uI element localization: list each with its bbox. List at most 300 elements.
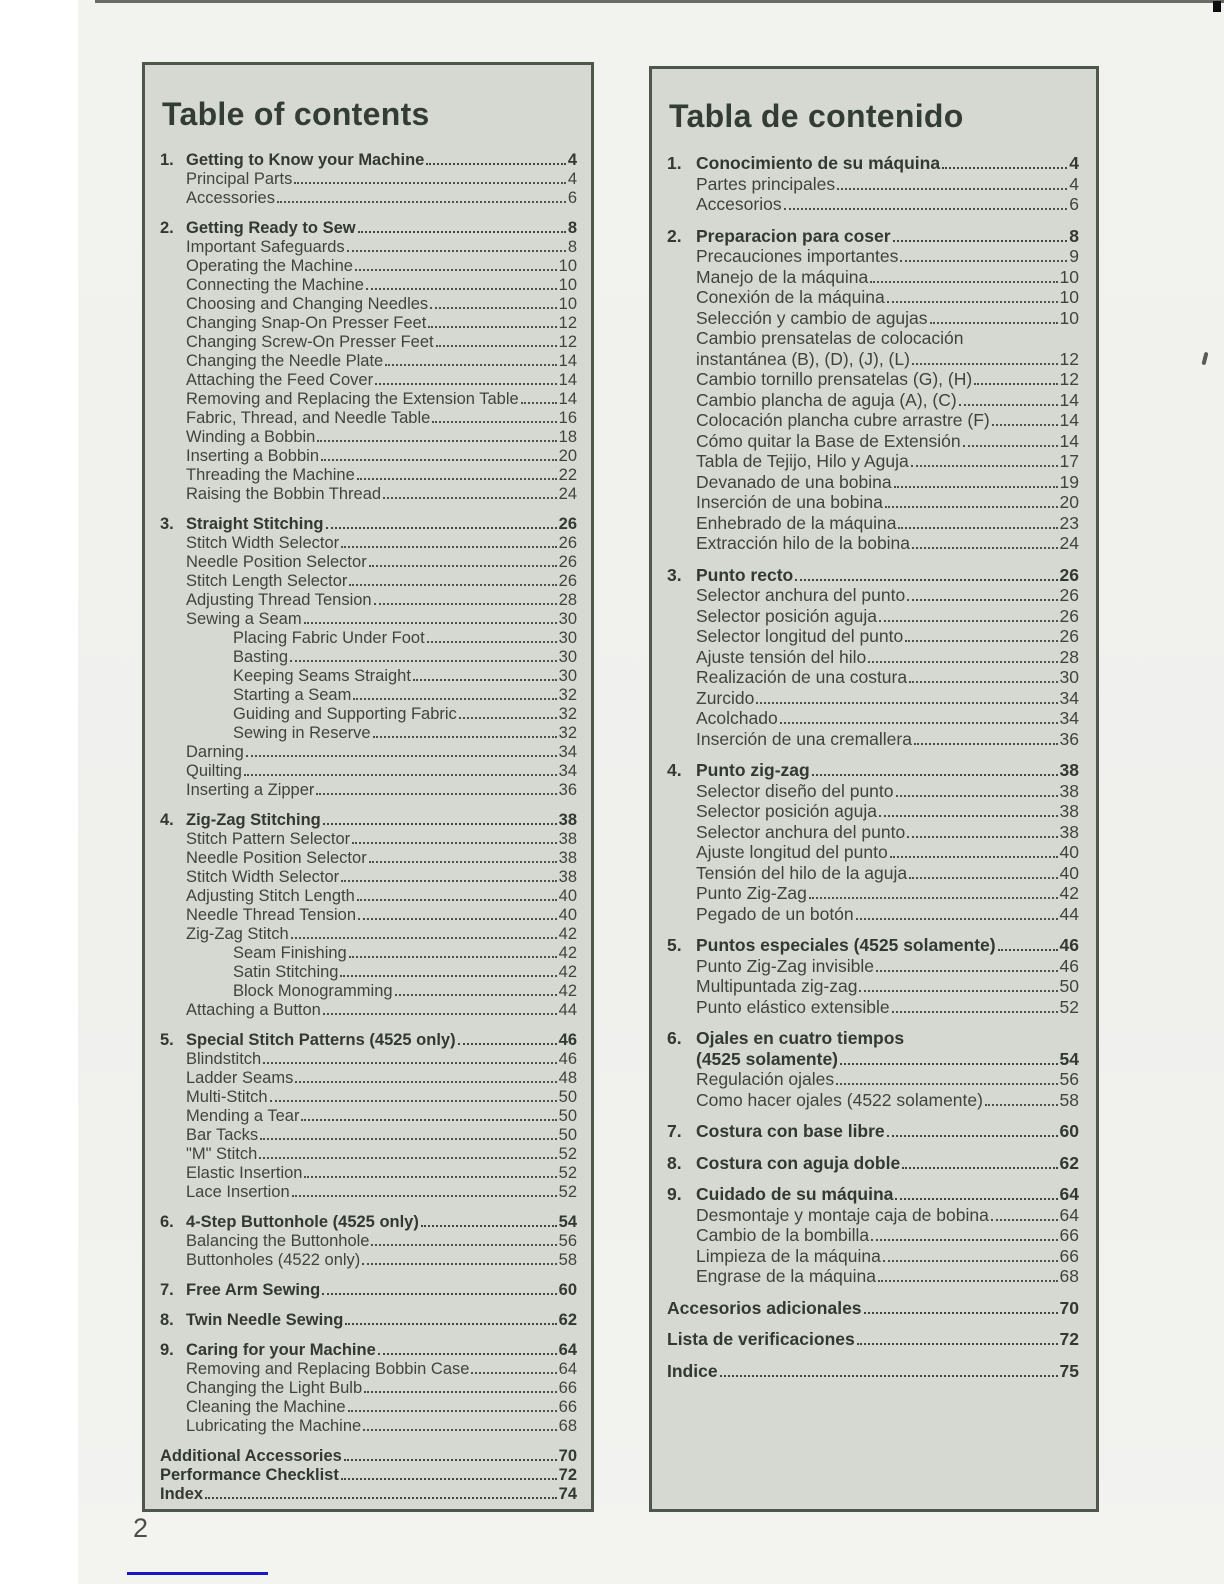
dot-leader <box>263 1062 556 1064</box>
entry-label: Inserción de una cremallera <box>696 728 912 749</box>
entry-label: Balancing the Buttonhole <box>186 1232 370 1250</box>
toc-entry-row <box>667 883 1079 904</box>
toc-entry-row <box>667 226 1079 247</box>
entry-page: 30 <box>558 610 577 628</box>
toc-entry-row <box>160 781 577 800</box>
entry-label: Tensión del hilo de la aguja <box>696 862 908 883</box>
toc-entry-row <box>667 431 1079 452</box>
dot-leader <box>459 717 557 719</box>
entry-page: 26 <box>1059 626 1079 646</box>
toc-entry-row <box>160 371 577 390</box>
dot-leader <box>909 877 1057 879</box>
entry-page: 10 <box>1059 287 1079 307</box>
toc-entry-row <box>667 1361 1079 1382</box>
entry-label: Selección y cambio de agujas <box>696 307 928 328</box>
entry-label: Cómo quitar la Base de Extensión <box>696 430 961 451</box>
entry-number: 1. <box>160 151 174 169</box>
toc-entry-row <box>160 743 577 762</box>
entry-label: Lubricating the Machine <box>186 1417 362 1435</box>
entry-page: 62 <box>1059 1152 1079 1173</box>
dot-leader <box>780 722 1058 724</box>
dot-leader <box>321 459 557 461</box>
dot-leader <box>859 990 1057 992</box>
toc-entry-row <box>667 1153 1079 1174</box>
entry-page: 72 <box>558 1466 577 1484</box>
dot-leader <box>304 1176 556 1178</box>
toc-entry-row <box>160 1281 577 1300</box>
entry-page: 8 <box>567 219 577 237</box>
entry-page: 14 <box>1059 430 1079 451</box>
entry-label: Operating the Machine <box>186 257 353 275</box>
entry-label: Placing Fabric Under Foot <box>233 629 425 647</box>
entry-page: 6 <box>1069 194 1079 214</box>
toc-entry-row <box>160 352 577 371</box>
dot-leader <box>898 527 1057 529</box>
entry-label: Adjusting Stitch Length <box>186 887 355 905</box>
entry-page: 38 <box>558 811 577 829</box>
dot-leader <box>316 793 556 795</box>
toc-spanish-title: Tabla de contenido <box>669 98 964 134</box>
entry-label: Getting Ready to Sew <box>186 219 356 237</box>
entry-label: Quilting <box>186 762 242 780</box>
entry-label: Bar Tacks <box>186 1126 259 1144</box>
toc-entry-row <box>667 565 1079 586</box>
dot-leader <box>428 326 556 328</box>
toc-entry-row <box>667 410 1079 431</box>
entry-label: Preparacion para coser <box>696 225 891 246</box>
entry-page: 16 <box>558 409 577 427</box>
toc-entry-row <box>667 760 1079 781</box>
entry-page: 14 <box>1059 389 1079 410</box>
toc-entry-row <box>160 906 577 925</box>
scan-speck-top-right <box>1213 1 1221 12</box>
toc-entry-row <box>160 295 577 314</box>
toc-entry-row <box>160 982 577 1001</box>
toc-entry-row <box>160 648 577 667</box>
entry-page: 32 <box>558 724 577 742</box>
toc-entry-row <box>160 1398 577 1417</box>
entry-label: Extracción hilo de la bobina <box>696 533 911 553</box>
entry-label: Sewing a Seam <box>186 610 302 628</box>
dot-leader <box>857 1343 1058 1345</box>
entry-label: Multipuntada zig-zag <box>696 976 858 996</box>
dot-leader <box>344 1459 557 1461</box>
entry-label: Costura con aguja doble <box>696 1152 901 1173</box>
dot-leader <box>430 307 556 309</box>
dot-leader <box>270 1100 557 1102</box>
entry-number: 5. <box>667 935 682 955</box>
dot-leader <box>366 288 557 290</box>
toc-entry-row <box>160 1232 577 1251</box>
toc-entry-row <box>160 629 577 648</box>
entry-label: Attaching the Feed Cover <box>186 371 374 389</box>
entry-page: 52 <box>558 1164 577 1182</box>
entry-label: Twin Needle Sewing <box>186 1311 344 1329</box>
entry-page: 44 <box>1059 903 1079 924</box>
dot-leader <box>375 383 557 385</box>
entry-label: Caring for your Machine <box>186 1341 376 1359</box>
page-number: 2 <box>133 1513 149 1543</box>
entry-label: Connecting the Machine <box>186 276 364 294</box>
entry-page: 34 <box>1059 687 1079 708</box>
entry-page: 10 <box>558 295 577 313</box>
entry-label: Cambio plancha de aguja (A), (C) <box>696 389 957 410</box>
dot-leader <box>896 795 1058 797</box>
entry-page: 34 <box>558 743 577 761</box>
dot-leader <box>259 1157 556 1159</box>
entry-page: 28 <box>558 591 577 609</box>
toc-entry-row <box>160 447 577 466</box>
toc-entry-row <box>160 1183 577 1202</box>
entry-label: Attaching a Button <box>186 1001 321 1019</box>
toc-entry-row <box>667 308 1079 329</box>
toc-entry-row <box>160 1417 577 1436</box>
entry-label: Selector anchura del punto <box>696 821 906 842</box>
toc-entry-row <box>160 314 577 333</box>
entry-page: 14 <box>1059 410 1079 430</box>
entry-page: 68 <box>558 1417 577 1435</box>
entry-page: 58 <box>558 1251 577 1269</box>
entry-page: 34 <box>1059 708 1079 728</box>
entry-label: Colocación plancha cubre arrastre (F) <box>696 410 990 430</box>
entry-label: Tabla de Tejijo, Hilo y Aguja <box>696 451 909 471</box>
toc-entry-row <box>160 887 577 906</box>
dot-leader <box>369 565 557 567</box>
entry-page: 12 <box>558 314 577 332</box>
dot-leader <box>301 1119 556 1121</box>
entry-label: Changing Screw-On Presser Feet <box>186 333 434 351</box>
entry-page: 38 <box>1059 760 1079 780</box>
dot-leader <box>912 547 1058 549</box>
dot-leader <box>876 970 1058 972</box>
toc-entry-row <box>160 390 577 409</box>
toc-entry-row <box>667 822 1079 843</box>
toc-entry-row <box>667 667 1079 688</box>
dot-leader <box>912 363 1058 365</box>
dot-leader <box>322 1293 556 1295</box>
entry-label: Selector anchura del punto <box>696 585 906 605</box>
toc-entry-row <box>667 153 1079 174</box>
toc-entry-row <box>160 238 577 257</box>
toc-entry-row <box>160 686 577 705</box>
entry-label: Adjusting Thread Tension <box>186 591 372 609</box>
entry-page: 38 <box>558 849 577 867</box>
dot-leader <box>900 260 1067 262</box>
entry-number: 2. <box>160 219 174 237</box>
entry-page: 64 <box>558 1360 577 1378</box>
entry-label: Devanado de una bobina <box>696 471 892 492</box>
toc-entry-row <box>667 349 1079 370</box>
entry-label: Seam Finishing <box>233 944 347 962</box>
toc-entry-row <box>160 1145 577 1164</box>
entry-page: 20 <box>558 447 577 465</box>
toc-entry-row <box>667 1298 1079 1319</box>
entry-page: 60 <box>558 1281 577 1299</box>
toc-entry-row <box>160 705 577 724</box>
entry-page: 40 <box>1059 842 1079 862</box>
entry-label: Additional Accessories <box>160 1447 342 1465</box>
entry-label: Zurcido <box>696 687 755 708</box>
entry-page: 10 <box>558 276 577 294</box>
entry-number: 9. <box>667 1184 682 1204</box>
entry-page: 46 <box>558 1050 577 1068</box>
entry-label: Cambio tornillo prensatelas (G), (H) <box>696 369 973 389</box>
dot-leader <box>353 698 556 700</box>
dot-leader <box>352 842 556 844</box>
toc-entry-row <box>160 409 577 428</box>
dot-leader <box>304 622 557 624</box>
entry-page: 46 <box>1059 955 1079 976</box>
toc-entry-row <box>667 267 1079 288</box>
entry-page: 24 <box>1059 533 1079 553</box>
entry-page: 9 <box>1069 246 1079 266</box>
entry-page: 26 <box>1059 564 1079 585</box>
entry-number: 7. <box>160 1281 174 1299</box>
dot-leader <box>326 527 557 529</box>
entry-number: 8. <box>160 1311 174 1329</box>
entry-label: Stitch Width Selector <box>186 534 340 552</box>
dot-leader <box>378 1353 557 1355</box>
entry-page: 26 <box>1059 605 1079 626</box>
entry-page: 40 <box>1059 862 1079 883</box>
entry-page: 48 <box>558 1069 577 1087</box>
dot-leader <box>871 1239 1057 1241</box>
entry-label: Desmontaje y montaje caja de bobina <box>696 1204 989 1225</box>
toc-entry-row <box>667 1121 1079 1142</box>
dot-leader <box>914 743 1058 745</box>
dot-leader <box>890 856 1058 858</box>
scan-underline-mark <box>127 1572 268 1575</box>
entry-label: Inserting a Bobbin <box>186 447 320 465</box>
entry-page: 26 <box>558 534 577 552</box>
entry-page: 75 <box>1059 1360 1079 1381</box>
toc-entry-row <box>160 1379 577 1398</box>
dot-leader <box>974 383 1057 385</box>
dot-leader <box>432 421 556 423</box>
entry-label: Threading the Machine <box>186 466 355 484</box>
toc-entry-row <box>160 1107 577 1126</box>
entry-label: Ajuste tensión del hilo <box>696 646 867 667</box>
toc-entry-row <box>667 997 1079 1018</box>
toc-entry-row <box>667 1266 1079 1287</box>
dot-leader <box>959 404 1058 406</box>
entry-page: 42 <box>1059 883 1079 903</box>
dot-leader <box>436 345 557 347</box>
dot-leader <box>907 599 1057 601</box>
entry-page: 42 <box>558 963 577 981</box>
entry-label: Enhebrado de la máquina <box>696 512 897 533</box>
toc-entry-row <box>160 1050 577 1069</box>
dot-leader <box>426 163 565 165</box>
entry-label: Index <box>160 1485 204 1503</box>
entry-page: 28 <box>1059 646 1079 667</box>
dot-leader <box>930 322 1058 324</box>
toc-entry-row <box>160 553 577 572</box>
toc-english-entries <box>160 151 577 1504</box>
toc-entry-row <box>160 1213 577 1232</box>
entry-page: 18 <box>558 428 577 446</box>
entry-label: Partes principales <box>696 173 836 194</box>
dot-leader <box>349 956 557 958</box>
dot-leader <box>357 478 557 480</box>
entry-label: Stitch Length Selector <box>186 572 348 590</box>
entry-page: 38 <box>1059 780 1079 801</box>
dot-leader <box>720 1375 1058 1377</box>
entry-number: 2. <box>667 225 682 246</box>
dot-leader <box>756 702 1057 704</box>
dot-leader <box>340 975 556 977</box>
toc-entry-row <box>667 781 1079 802</box>
entry-page: 26 <box>558 515 577 533</box>
toc-entry-row <box>160 591 577 610</box>
toc-entry-row <box>160 849 577 868</box>
toc-entry-row <box>667 626 1079 647</box>
dot-leader <box>840 1063 1058 1065</box>
dot-leader <box>373 736 557 738</box>
toc-entry-row <box>160 762 577 781</box>
toc-entry-row <box>160 1341 577 1360</box>
entry-page: 8 <box>567 238 577 256</box>
entry-page: 66 <box>558 1398 577 1416</box>
entry-page: 4 <box>1069 153 1079 173</box>
entry-label: Buttonholes (4522 only) <box>186 1251 361 1269</box>
entry-label: Inserción de una bobina <box>696 492 883 512</box>
entry-label: Engrase de la máquina <box>696 1266 876 1286</box>
entry-page: 56 <box>1059 1069 1079 1089</box>
dot-leader <box>291 937 557 939</box>
entry-page: 20 <box>1059 492 1079 512</box>
dot-leader <box>323 823 557 825</box>
entry-label: Lace Insertion <box>186 1183 290 1201</box>
entry-page: 52 <box>558 1145 577 1163</box>
toc-entry-row <box>667 842 1079 863</box>
dot-leader <box>294 182 565 184</box>
dot-leader <box>991 1219 1058 1221</box>
dot-leader <box>369 861 557 863</box>
entry-label: Sewing in Reserve <box>233 724 371 742</box>
toc-entry-row <box>667 956 1079 977</box>
entry-page: 38 <box>558 830 577 848</box>
entry-page: 22 <box>558 466 577 484</box>
entry-label: Important Safeguards <box>186 238 345 256</box>
entry-page: 50 <box>558 1107 577 1125</box>
toc-entry-row <box>160 811 577 830</box>
dot-leader <box>357 899 557 901</box>
dot-leader <box>345 1323 556 1325</box>
dot-leader <box>355 269 557 271</box>
dot-leader <box>521 402 557 404</box>
toc-entry-row <box>160 1447 577 1466</box>
entry-label: Starting a Seam <box>233 686 352 704</box>
toc-entry-row <box>667 194 1079 215</box>
toc-entry-row <box>160 610 577 629</box>
entry-page: 54 <box>1059 1048 1079 1069</box>
entry-page: 60 <box>1059 1121 1079 1141</box>
entry-page: 12 <box>1059 348 1079 369</box>
entry-label: Removing and Replacing the Extension Table <box>186 390 519 408</box>
toc-entry-row <box>667 533 1079 554</box>
entry-page: 56 <box>558 1232 577 1250</box>
toc-entry-row <box>667 390 1079 411</box>
entry-number: 3. <box>160 515 174 533</box>
toc-entry-row <box>160 963 577 982</box>
dot-leader <box>413 679 557 681</box>
toc-entry-row <box>160 868 577 887</box>
dot-leader <box>895 1198 1057 1200</box>
toc-spanish-panel <box>649 66 1099 1512</box>
dot-leader <box>395 994 557 996</box>
entry-page: 66 <box>1059 1225 1079 1245</box>
toc-english-panel <box>142 62 594 1512</box>
entry-label: Guiding and Supporting Fabric <box>233 705 457 723</box>
dot-leader <box>998 949 1058 951</box>
toc-entry-row <box>160 667 577 686</box>
entry-label: Stitch Pattern Selector <box>186 830 351 848</box>
entry-page: 4 <box>567 170 577 188</box>
dot-leader <box>902 1167 1057 1169</box>
toc-entry-row <box>160 830 577 849</box>
entry-page: 30 <box>558 667 577 685</box>
dot-leader <box>323 1013 557 1015</box>
entry-label: Darning <box>186 743 244 761</box>
entry-label: Indice <box>667 1360 718 1381</box>
toc-entry-row <box>667 585 1079 606</box>
dot-leader <box>205 1497 557 1499</box>
toc-entry-row <box>667 863 1079 884</box>
dot-leader <box>856 918 1058 920</box>
toc-entry-row <box>667 1329 1079 1350</box>
entry-label: Ladder Seams <box>186 1069 294 1087</box>
entry-page: 66 <box>1059 1245 1079 1266</box>
toc-entry-row <box>667 1090 1079 1111</box>
entry-label: Selector posición aguja <box>696 605 877 626</box>
toc-entry-row <box>667 287 1079 308</box>
dot-leader <box>905 640 1057 642</box>
dot-leader <box>341 546 557 548</box>
entry-label: Block Monogramming <box>233 982 393 1000</box>
entry-page: 30 <box>1059 667 1079 687</box>
dot-leader <box>277 201 566 203</box>
entry-label: Punto recto <box>696 564 794 585</box>
entry-page: 36 <box>1059 728 1079 749</box>
toc-entry-row <box>160 485 577 504</box>
entry-label: Changing the Light Bulb <box>186 1379 363 1397</box>
dot-leader <box>887 1135 1058 1137</box>
entry-page: 42 <box>558 944 577 962</box>
entry-label: Elastic Insertion <box>186 1164 303 1182</box>
toc-entry-row <box>160 724 577 743</box>
entry-label: Needle Position Selector <box>186 553 367 571</box>
entry-page: 50 <box>558 1126 577 1144</box>
toc-spanish-entries <box>667 153 1079 1381</box>
toc-entry-row <box>667 1246 1079 1267</box>
entry-page: 64 <box>558 1341 577 1359</box>
entry-label: Pegado de un botón <box>696 903 854 924</box>
dot-leader <box>985 1104 1058 1106</box>
entry-page: 50 <box>558 1088 577 1106</box>
dot-leader <box>809 897 1058 899</box>
entry-page: 38 <box>558 868 577 886</box>
toc-english-title: Table of contents <box>162 96 430 132</box>
toc-entry-row <box>160 276 577 295</box>
entry-label: Selector posición aguja <box>696 801 877 821</box>
entry-label: Puntos especiales (4525 solamente) <box>696 935 996 955</box>
entry-page: 10 <box>558 257 577 275</box>
entry-label: Como hacer ojales (4522 solamente) <box>696 1089 983 1110</box>
dot-leader <box>244 774 557 776</box>
toc-entry-row <box>160 1485 577 1504</box>
dot-leader <box>347 250 566 252</box>
